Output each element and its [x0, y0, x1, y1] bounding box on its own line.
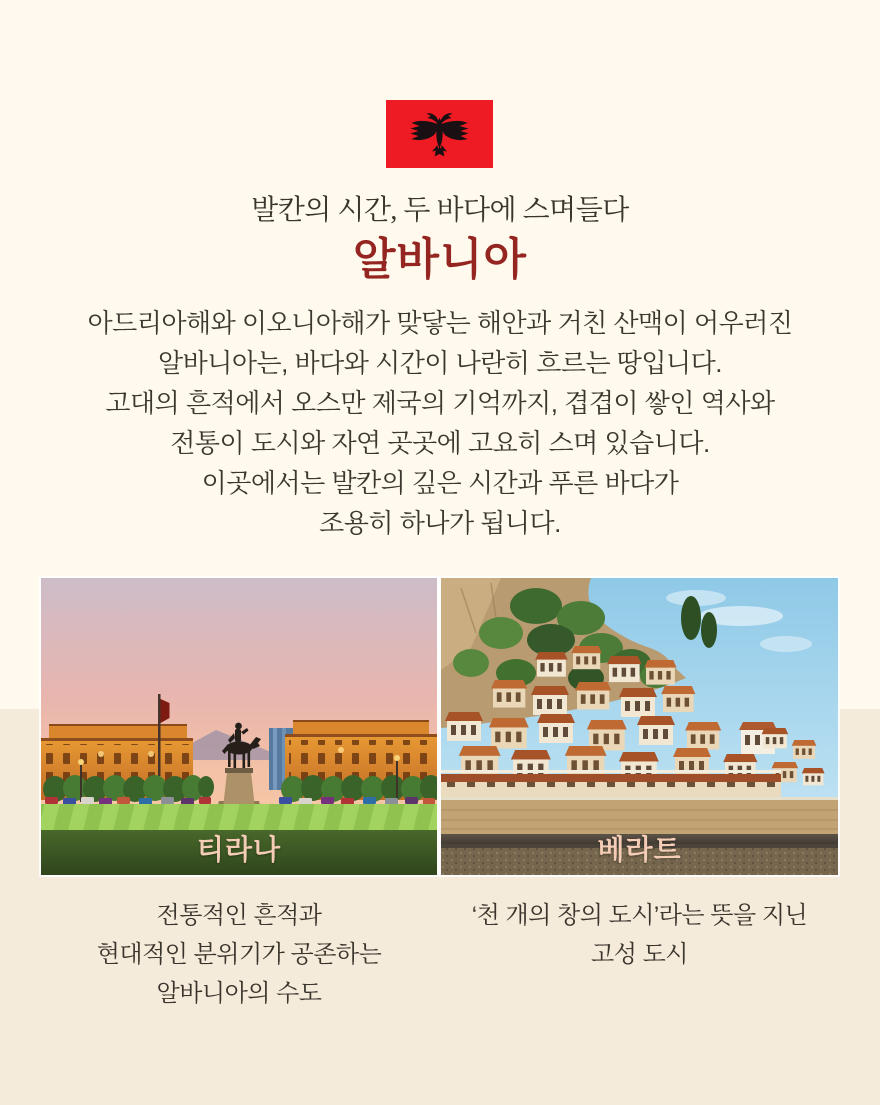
caption-line: 알바니아의 수도 — [156, 980, 322, 1007]
tirana-photo — [41, 578, 437, 875]
caption-line: 전통적인 흔적과 — [156, 902, 322, 929]
intro-line: 고대의 흔적에서 오스만 제국의 기억까지, 겹겹이 쌓인 역사와 — [105, 388, 775, 418]
page-subtitle: 발칸의 시간, 두 바다에 스며들다 — [251, 195, 629, 226]
intro-line: 알바니아는, 바다와 시간이 나란히 흐르는 땅입니다. — [157, 348, 722, 378]
page-title: 알바니아 — [352, 235, 527, 284]
caption-line: 고성 도시 — [591, 941, 688, 968]
intro-line: 전통이 도시와 자연 곳곳에 고요히 스며 있습니다. — [170, 428, 710, 458]
intro-line: 조용히 하나가 됩니다. — [319, 508, 561, 538]
intro-paragraph — [0, 303, 880, 543]
berat-label: 베라트 — [597, 834, 682, 865]
tirana-caption — [41, 896, 437, 1013]
berat-photo — [441, 578, 838, 875]
albania-flag-icon — [386, 100, 493, 168]
tirana-square-illustration — [41, 578, 437, 875]
caption-line: ‘천 개의 창의 도시’라는 뜻을 지닌 — [471, 902, 808, 929]
tirana-label: 티라나 — [196, 834, 282, 865]
intro-line: 아드리아해와 이오니아해가 맞닿는 해안과 거친 산맥이 어우러진 — [87, 308, 793, 338]
berat-caption — [441, 896, 838, 974]
berat-houses-illustration — [441, 578, 838, 875]
caption-line: 현대적인 분위기가 공존하는 — [96, 941, 382, 968]
double-headed-eagle-icon — [386, 100, 493, 168]
intro-line: 이곳에서는 발칸의 깊은 시간과 푸른 바다가 — [201, 468, 679, 498]
